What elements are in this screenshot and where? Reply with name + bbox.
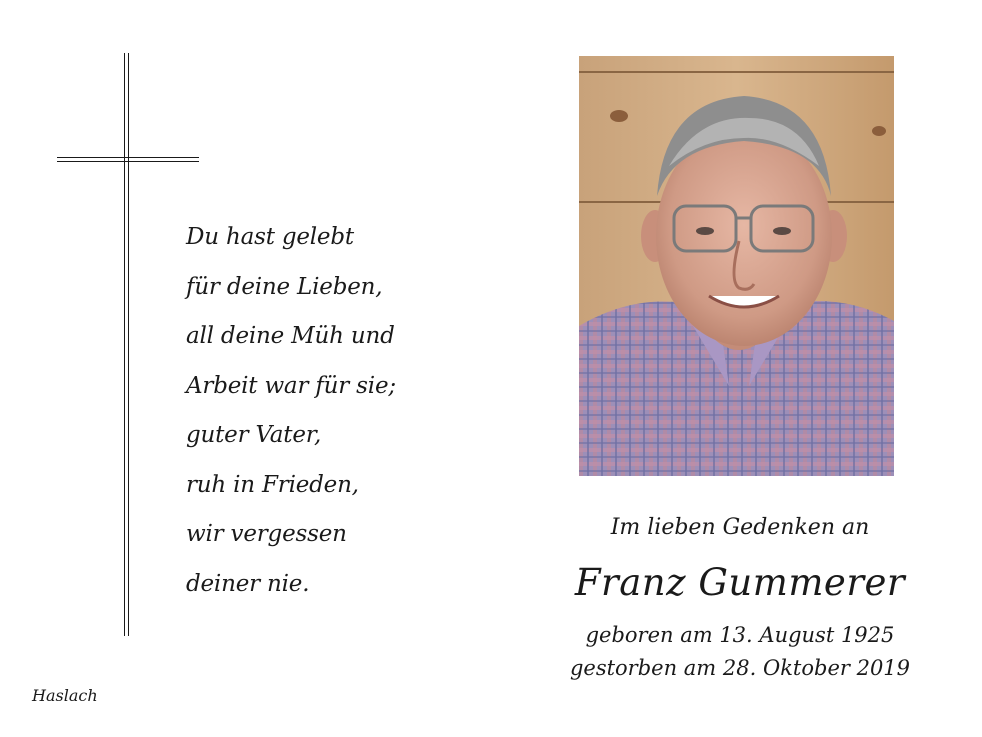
cross-vertical-line (128, 53, 129, 636)
portrait-photo (579, 56, 894, 476)
cross-horizontal-line (57, 161, 199, 162)
place-name: Haslach (32, 686, 98, 705)
memorial-intro: Im lieben Gedenken an (610, 515, 870, 540)
deceased-name: Franz Gummerer (574, 561, 906, 604)
poem-line: ruh in Frieden, (186, 471, 359, 498)
cross-vertical-line (124, 53, 125, 636)
poem-line: guter Vater, (186, 422, 322, 448)
memorial-poem (186, 213, 486, 609)
poem-line: deiner nie. (186, 570, 310, 597)
poem-line: für deine Lieben, (186, 273, 383, 300)
cross-horizontal-line (57, 157, 199, 158)
birth-date: geboren am 13. August 1925 (585, 623, 895, 647)
poem-line: Du hast gelebt (186, 224, 354, 250)
death-date: gestorben am 28. Oktober 2019 (569, 656, 911, 680)
poem-line: all deine Müh und (186, 323, 395, 349)
poem-line: Arbeit war für sie; (186, 372, 396, 399)
poem-line: wir vergessen (186, 521, 347, 547)
